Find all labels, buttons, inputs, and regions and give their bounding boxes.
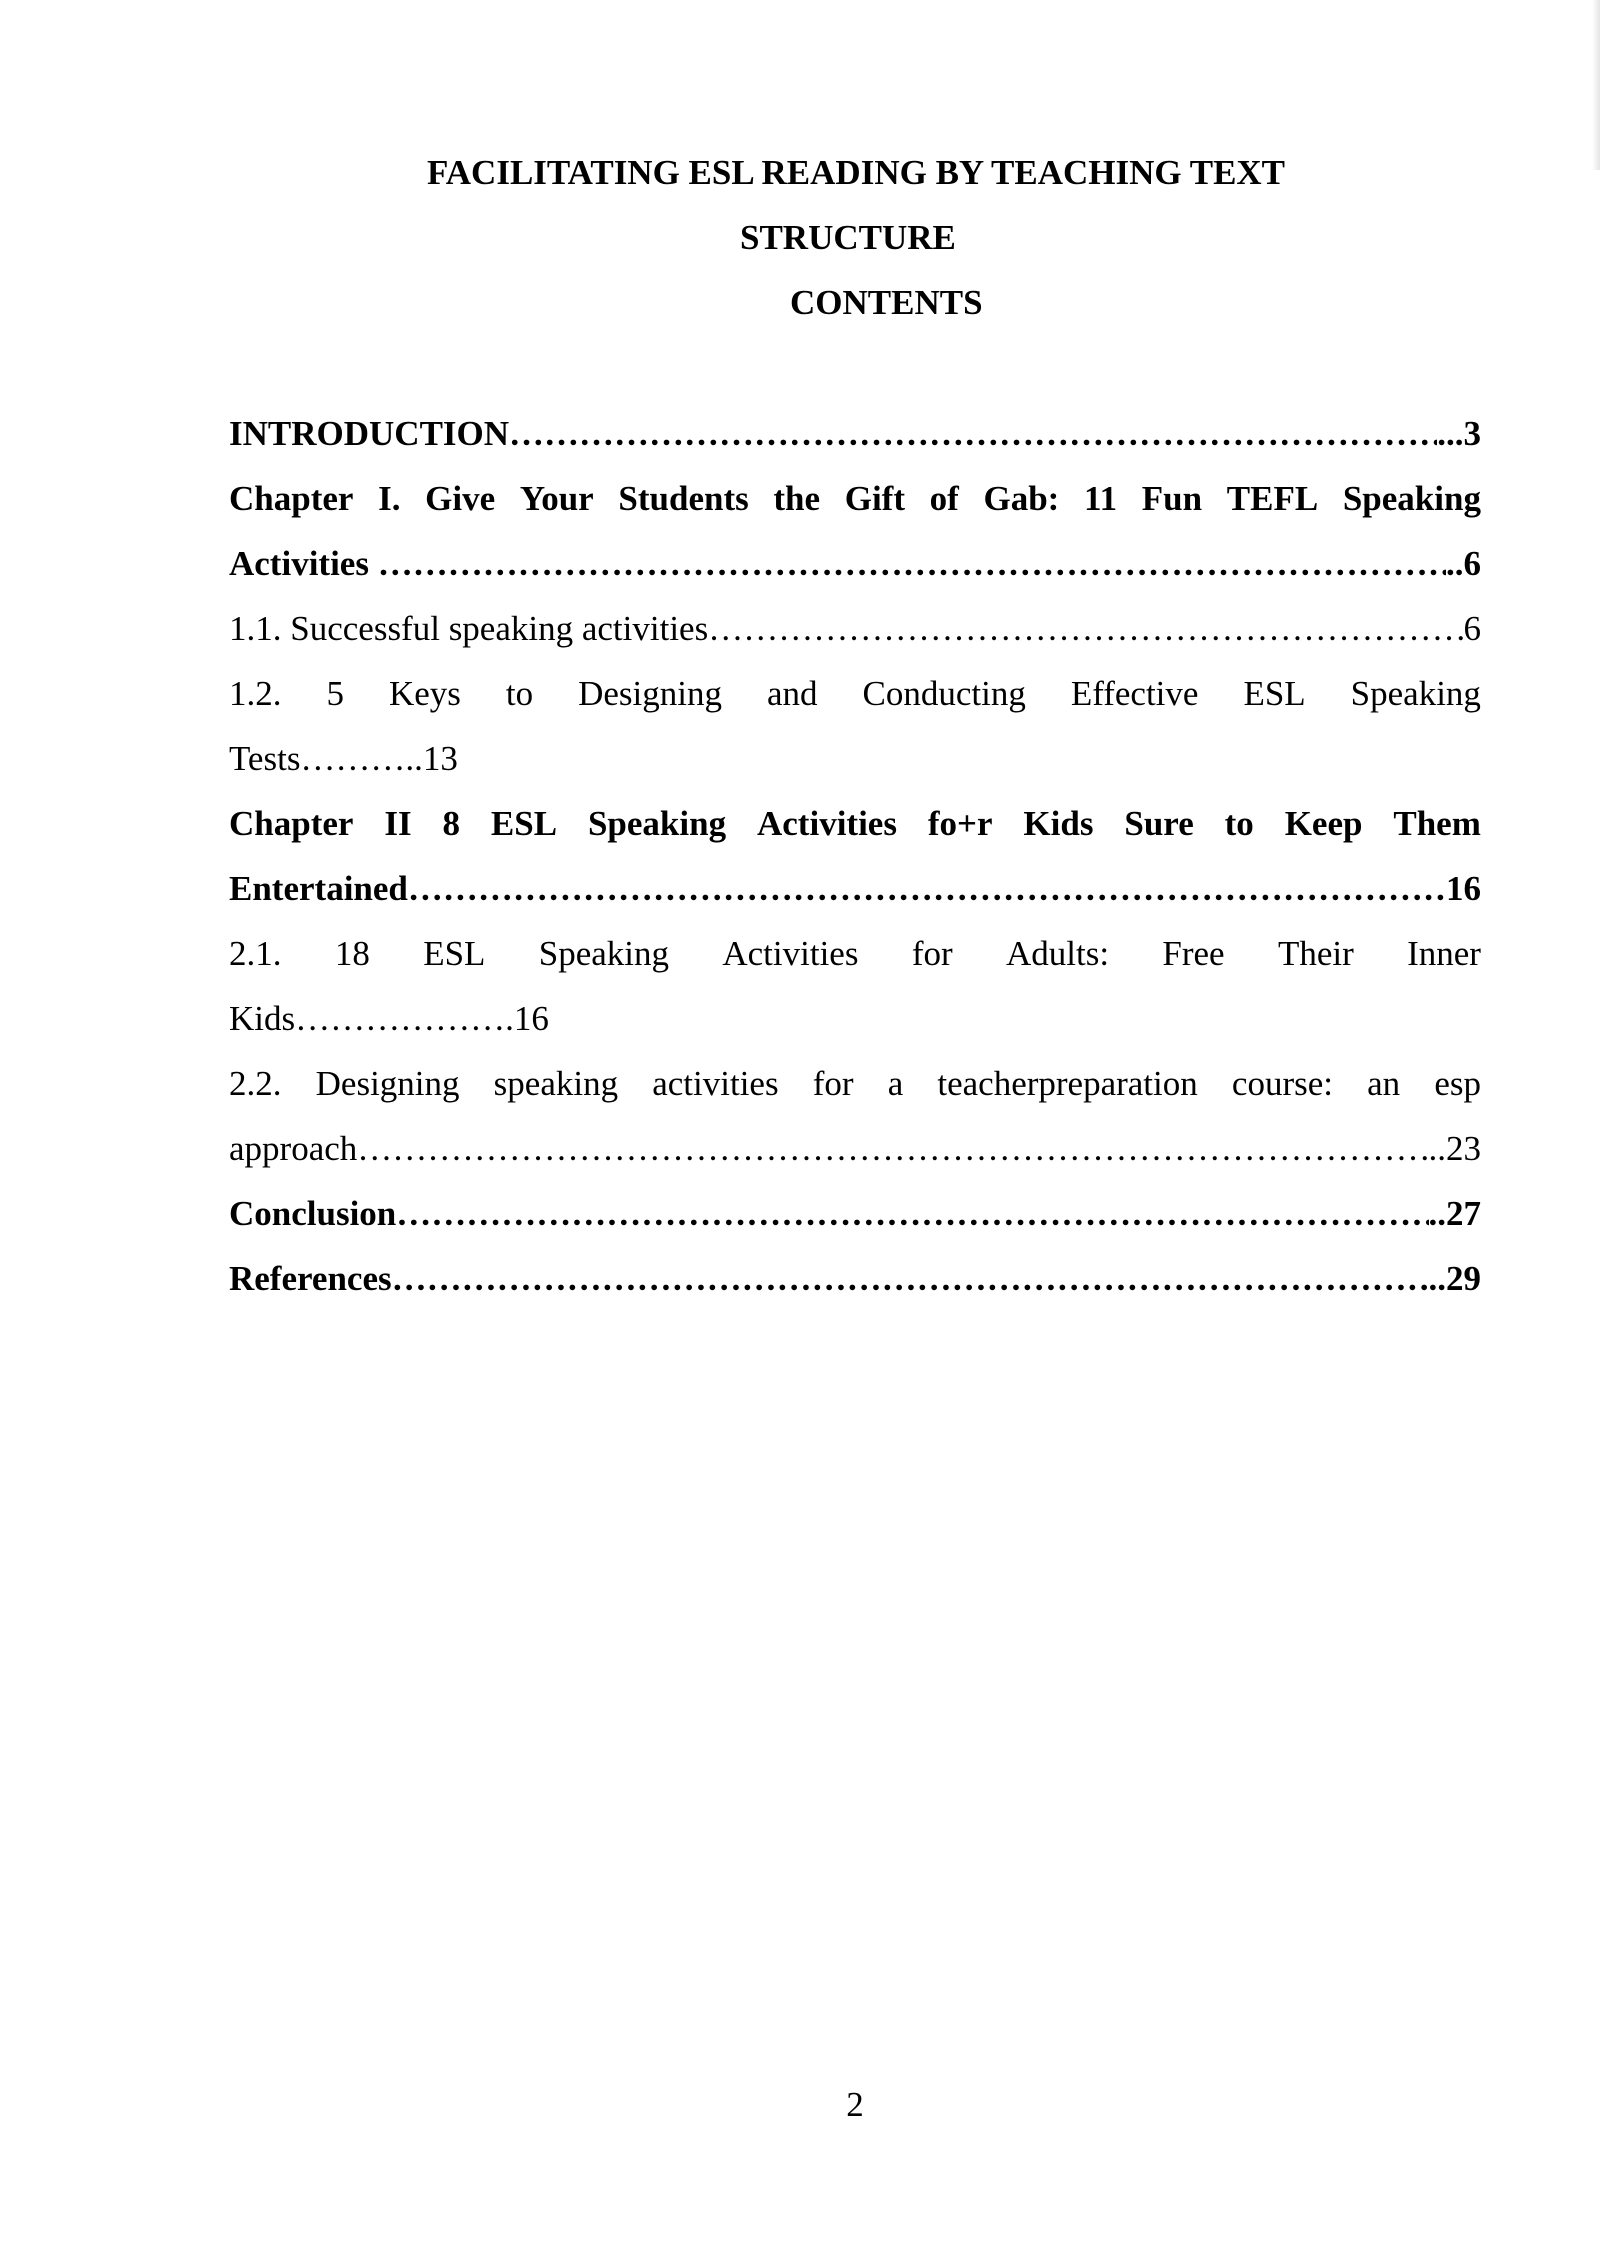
toc-entry-page: ..23 — [1428, 1129, 1481, 1168]
toc-word: course: — [1231, 1064, 1333, 1103]
toc-entry-section-2-2-continued[interactable] — [229, 1127, 1481, 1171]
toc-word: Speaking — [538, 934, 670, 973]
toc-entry-page: ...3 — [1437, 414, 1481, 453]
toc-word: Effective — [1070, 674, 1199, 713]
toc-word: Free — [1162, 934, 1225, 973]
toc-leader-dots — [392, 1257, 1429, 1301]
toc-word: ESL — [1243, 674, 1306, 713]
contents-heading: CONTENTS — [790, 283, 983, 322]
toc-entry-label: Activities — [229, 544, 378, 583]
toc-word: of — [929, 479, 959, 518]
title-line-1: FACILITATING ESL READING BY TEACHING TEXT — [427, 153, 1286, 192]
toc-word: Conducting — [862, 674, 1026, 713]
toc-word: Speaking — [587, 804, 727, 843]
toc-word: ESL — [490, 804, 558, 843]
toc-leader-dots — [378, 542, 1446, 586]
toc-entry-section-2-1[interactable] — [229, 932, 1481, 976]
page-edge-shadow — [1592, 0, 1600, 170]
toc-word: 1.2. — [229, 674, 282, 713]
toc-word: ESL — [423, 934, 486, 973]
toc-entry-section-1-2[interactable] — [229, 672, 1481, 716]
toc-entry-label: References — [229, 1259, 392, 1298]
toc-word: 11 — [1084, 479, 1118, 518]
toc-word: Give — [425, 479, 496, 518]
toc-entry-section-2-2[interactable] — [229, 1062, 1481, 1106]
toc-word: for — [812, 1064, 854, 1103]
toc-word: a — [887, 1064, 904, 1103]
toc-word: Students — [618, 479, 749, 518]
toc-entry-label: 1.1. Successful speaking activities — [229, 609, 709, 648]
toc-entry-conclusion[interactable] — [229, 1192, 1481, 1236]
page-number: 2 — [846, 2085, 864, 2124]
toc-word: 18 — [334, 934, 370, 973]
toc-word: Chapter — [229, 479, 354, 518]
toc-word: Fun — [1141, 479, 1203, 518]
toc-word: Sure — [1124, 804, 1194, 843]
toc-leader-dots — [408, 867, 1446, 911]
toc-entry-chapter-2[interactable] — [229, 802, 1481, 846]
toc-entry-page: ..6 — [1446, 544, 1481, 583]
toc-entry-section-1-2-continued[interactable] — [229, 737, 1481, 781]
toc-word: an — [1367, 1064, 1401, 1103]
toc-word: to — [1224, 804, 1254, 843]
toc-word: Activities — [757, 804, 897, 843]
toc-word: 2.2. — [229, 1064, 282, 1103]
toc-entry-page: ..29 — [1428, 1259, 1481, 1298]
toc-word: Them — [1393, 804, 1481, 843]
toc-entry-section-2-1-continued[interactable] — [229, 997, 1481, 1041]
toc-entry-page: ..27 — [1428, 1194, 1481, 1233]
toc-leader-dots — [357, 1127, 1428, 1171]
toc-word: I. — [378, 479, 401, 518]
toc-word: and — [766, 674, 818, 713]
toc-word: 8 — [442, 804, 460, 843]
toc-leader-dots — [708, 607, 1463, 651]
toc-word: Your — [519, 479, 594, 518]
toc-word: Inner — [1407, 934, 1481, 973]
title-line-2: STRUCTURE — [740, 218, 956, 257]
toc-entry-references[interactable] — [229, 1257, 1481, 1301]
toc-word: esp — [1434, 1064, 1481, 1103]
toc-word: speaking — [493, 1064, 619, 1103]
toc-word: 5 — [326, 674, 344, 713]
toc-entry-label: Entertained — [229, 869, 408, 908]
toc-word: Activities — [722, 934, 859, 973]
toc-entry-chapter-1[interactable] — [229, 477, 1481, 521]
toc-leader-dots — [396, 1192, 1428, 1236]
toc-word: teacherpreparation — [937, 1064, 1198, 1103]
toc-leader-dots — [509, 412, 1437, 456]
toc-word: Gab: — [983, 479, 1060, 518]
toc-word: activities — [652, 1064, 779, 1103]
toc-entry-page: 6 — [1463, 609, 1481, 648]
toc-entry-label: Tests………..13 — [229, 739, 458, 778]
toc-word: Designing — [578, 674, 722, 713]
toc-word: 2.1. — [229, 934, 282, 973]
toc-word: to — [505, 674, 534, 713]
toc-word: Gift — [844, 479, 905, 518]
toc-entry-label: approach — [229, 1129, 358, 1168]
toc-word: II — [384, 804, 412, 843]
toc-word: Speaking — [1350, 674, 1481, 713]
toc-word: Keep — [1284, 804, 1363, 843]
toc-entry-chapter-1-continued[interactable] — [229, 542, 1481, 586]
toc-word: Speaking — [1342, 479, 1481, 518]
toc-word: Chapter — [229, 804, 354, 843]
toc-word: fo+r — [927, 804, 993, 843]
toc-word: the — [773, 479, 821, 518]
toc-word: Keys — [388, 674, 461, 713]
toc-word: Designing — [315, 1064, 460, 1103]
toc-entry-label: INTRODUCTION — [229, 414, 510, 453]
toc-word: TEFL — [1226, 479, 1319, 518]
toc-entry-introduction[interactable] — [229, 412, 1481, 456]
toc-entry-section-1-1[interactable] — [229, 607, 1481, 651]
toc-word: Adults: — [1005, 934, 1110, 973]
toc-entry-chapter-2-continued[interactable] — [229, 867, 1481, 911]
toc-word: Their — [1277, 934, 1354, 973]
toc-entry-page: 16 — [1446, 869, 1481, 908]
toc-entry-label: Kids……………….16 — [229, 999, 549, 1038]
toc-entry-label: Conclusion — [229, 1194, 397, 1233]
toc-word: for — [911, 934, 953, 973]
toc-word: Kids — [1023, 804, 1094, 843]
